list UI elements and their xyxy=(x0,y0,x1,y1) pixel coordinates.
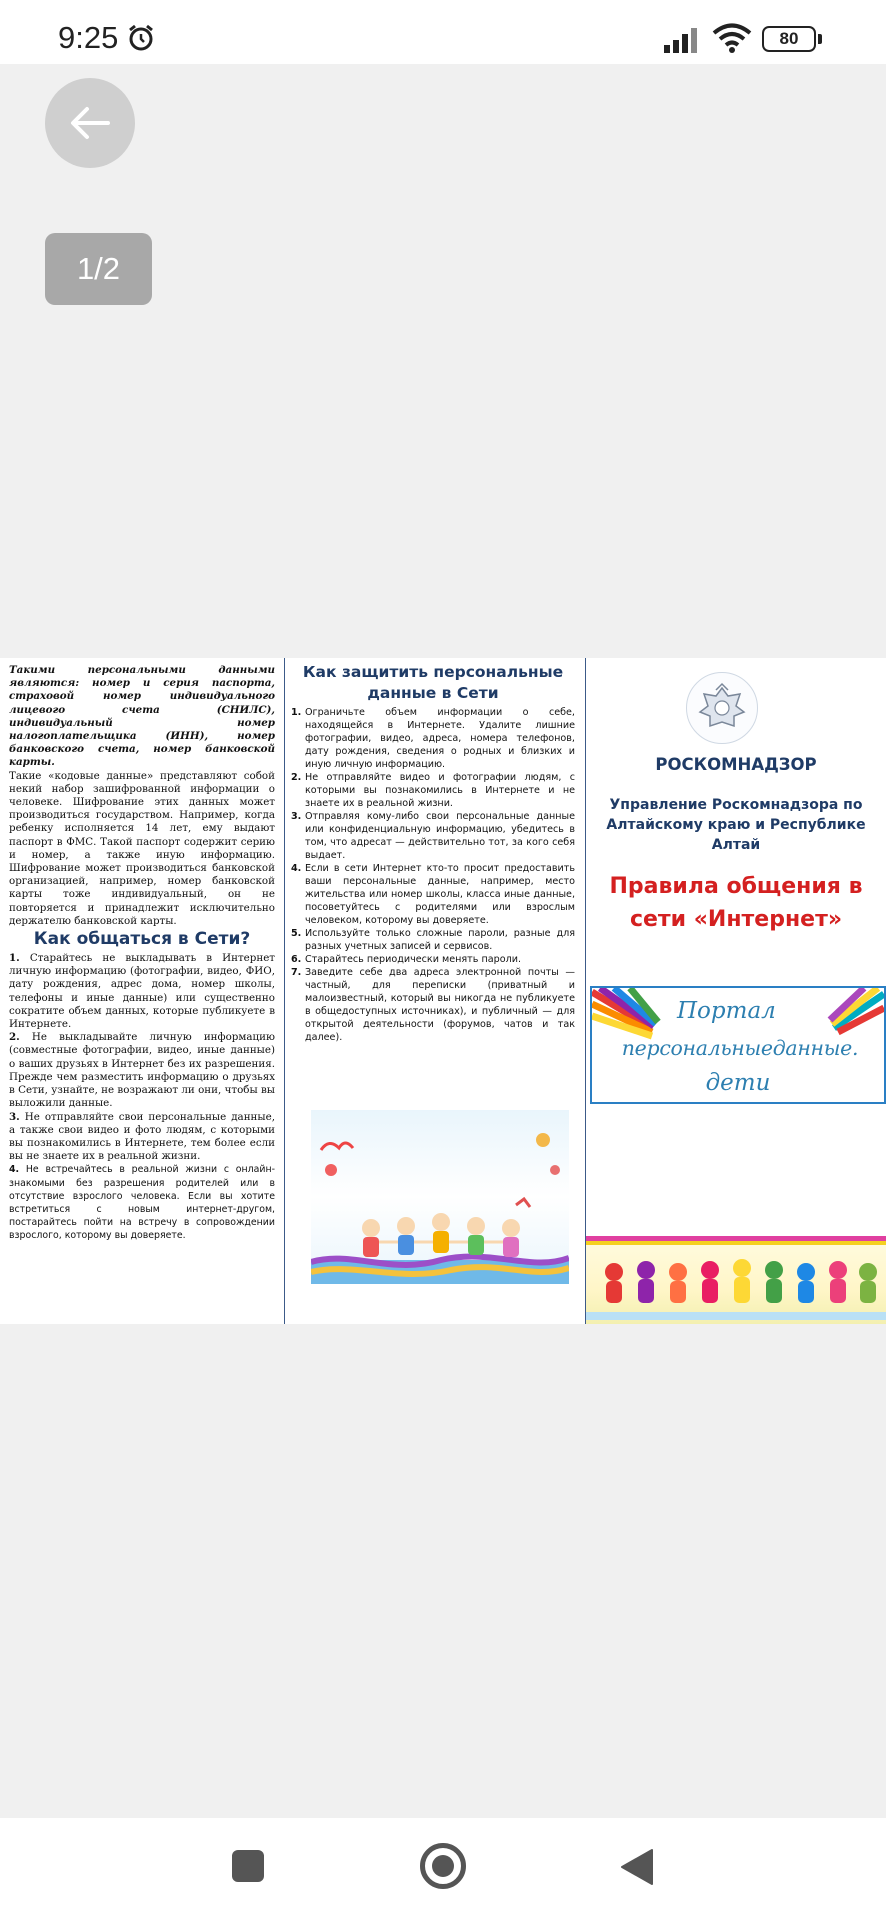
battery-icon xyxy=(762,26,822,52)
back-icon[interactable] xyxy=(620,1848,654,1886)
portal-banner xyxy=(590,986,886,1104)
signal-icon xyxy=(664,26,704,54)
portal-line1: Портал xyxy=(677,998,776,1024)
portal-line3: дети xyxy=(705,1070,771,1096)
kids-illustration xyxy=(311,1110,569,1284)
communication-rules-list xyxy=(9,952,275,1242)
recents-icon[interactable] xyxy=(232,1850,264,1882)
left-column xyxy=(0,658,283,1324)
list-item: 2. Не отправляйте видео и фотографии людям, с которыми вы познакомились в Интернете и не знаете их в реальной жизни. xyxy=(291,772,575,809)
list-item: 1. Ограничьте объем информации о себе, находящейся в Интернете. Удалите лишние фотографии, видео, адреса, номера телефонов, дату рождения, сведения о родных и близких и иную личную информацию. xyxy=(291,707,575,770)
children-illustration xyxy=(586,1236,886,1324)
list-item: 2. Не выкладывайте личную информацию (совместные фотографии, видео, иные данные) о ваших друзьях в Интернет без их разрешения. Прежде чем разместить информацию о друзьях в Сети, узнайте, не возражают ли они, чтобы вы выложили данные. xyxy=(9,1031,275,1110)
protect-data-heading: Как защитить персональные данные в Сети xyxy=(302,663,564,702)
list-item: 4. Если в сети Интернет кто-то просит предоставить ваши персональные данные, например, место жительства или номер школы, класса иные данные, посоветуйтесь с родителями или взрослым человеком, которому вы доверяете. xyxy=(291,863,575,926)
list-item: 6. Старайтесь периодически менять пароли. xyxy=(291,954,522,965)
battery-level: 80 xyxy=(762,26,816,52)
list-item: 4. Не встречайтесь в реальной жизни с онлайн-знакомыми без разрешения родителей или в отсутствие взрослого человека. Если вы хотите встретиться с новым интернет-другом, постарайтесь пойти на встречу в сопровождении взрослого, которому вы доверяете. xyxy=(9,1164,276,1242)
how-to-communicate-heading: Как общаться в Сети? xyxy=(33,929,251,950)
home-icon[interactable] xyxy=(420,1843,466,1889)
navigation-bar xyxy=(0,1818,886,1920)
status-bar xyxy=(0,0,886,64)
wifi-icon xyxy=(712,22,752,54)
middle-column xyxy=(284,658,583,1324)
portal-line2: персональныеданные. xyxy=(621,1036,859,1060)
personal-data-lead: Такими персональными данными являются: номер и серия паспорта, страховой номер индивидуального лицевого счета (СНИЛС), индивидуальный номер налогоплательщика (ИНН), номер банковского счета, номер банковской карты. xyxy=(9,664,275,769)
page-indicator: 1/2 xyxy=(45,233,152,305)
status-time: 9:25 xyxy=(58,20,119,55)
rules-title: Правила общения в сети «Интернет» xyxy=(609,874,863,932)
right-column xyxy=(585,658,886,1324)
list-item: 1. Старайтесь не выкладывать в Интернет личную информацию (фотографии, видео, ФИО, дату рождения, адрес дома, номер школы, телефоны и иные данные) или существенно сократите объем данных, которые публикуете в Интернете. xyxy=(9,952,275,1031)
list-item: 7. Заведите себе два адреса электронной почты — частный, для переписки (приватный и малоизвестный, который вы никогда не публикуете в общедоступных источниках), и публичный — для открытой деятельности (форумов, чатов и так далее). xyxy=(291,967,575,1043)
org-name: РОСКОМНАДЗОР xyxy=(655,755,817,774)
list-item: 3. Отправляя кому-либо свои персональные данные или конфиденциальную информацию, убедитесь в том, что адресат — действительно тот, за кого себя выдает. xyxy=(291,811,575,861)
back-button[interactable] xyxy=(45,78,135,168)
arrow-left-icon xyxy=(70,106,110,140)
encoded-data-paragraph: Такие «кодовые данные» представляют собой некий набор зашифрованной информации о человеке. Шифрование этих данных может производиться государством. Например, когда ребенку исполняется 14 лет, ему выдают паспорт в ФМС. Такой паспорт содержит серию и номер, а также иную информацию. Шифрование может производиться банковской организацией, например, номер банковской карты тоже индивидуальный, он не повторяется и принадлежит исключительно держателю банковской карты. xyxy=(9,769,275,927)
protection-rules-list xyxy=(291,706,575,1044)
list-item: 3. Не отправляйте свои персональные данные, а также свои видео и фото людям, с которыми вы познакомились в Интернете, тем более если вы не знаете их в реальной жизни. xyxy=(9,1110,275,1163)
list-item: 5. Используйте только сложные пароли, разные для разных учетных записей и сервисов. xyxy=(291,928,575,952)
alarm-icon xyxy=(126,23,156,53)
document-page xyxy=(0,658,886,1324)
roskomnadzor-emblem-icon xyxy=(686,672,758,744)
org-subtitle: Управление Роскомнадзора по Алтайскому краю и Республике Алтай xyxy=(606,797,866,853)
